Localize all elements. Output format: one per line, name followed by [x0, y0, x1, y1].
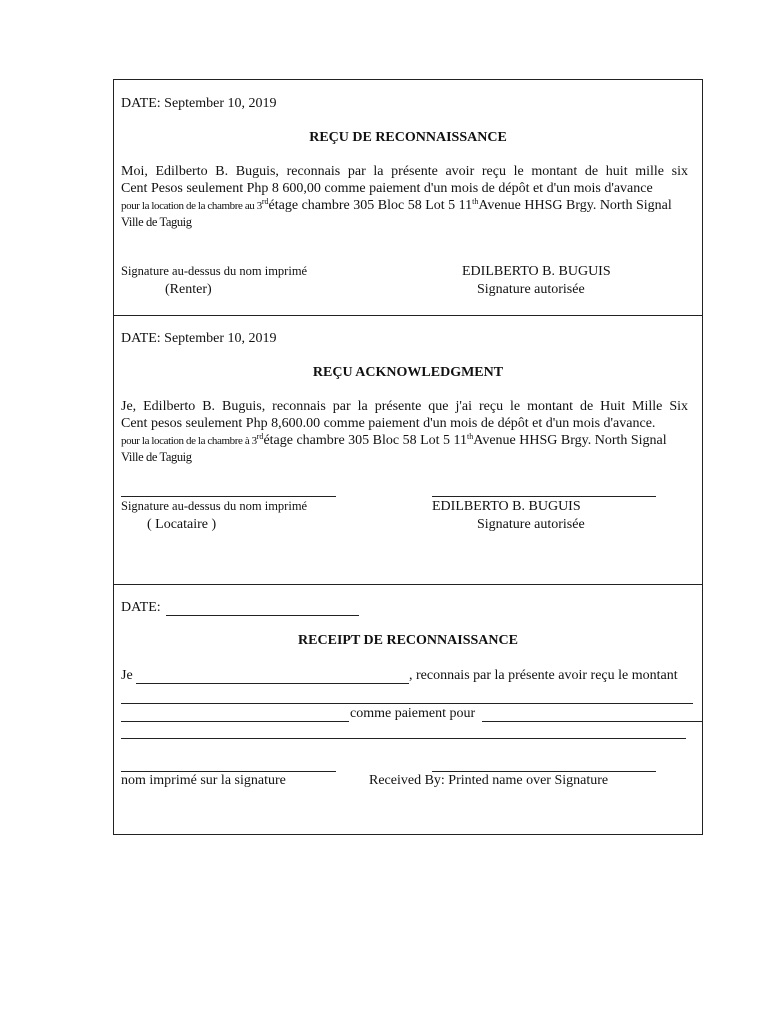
signature-left-role: (Renter)	[165, 282, 212, 297]
text-je: Je	[121, 668, 133, 683]
location-city: Ville de Taguig	[121, 450, 192, 464]
location-line	[121, 433, 667, 449]
receipt-title: REÇU ACKNOWLEDGMENT	[312, 365, 504, 380]
location-superscript-rd: rd	[256, 432, 264, 441]
receipt-body-line-1: Moi, Edilberto B. Buguis, reconnais par la présente avoir reçu le montant de huit mille six	[121, 164, 688, 179]
date-blank-line	[166, 615, 359, 616]
location-prefix: pour la location de la chambre au 3	[121, 200, 262, 212]
text-payment-for: comme paiement pour	[350, 706, 476, 721]
signature-left-label: Signature au-dessus du nom imprimé	[121, 264, 308, 278]
receipt-body-line-2: Cent Pesos seulement Php 8 600,00 comme paiement d'un mois de dépôt et d'un mois d'avance	[121, 181, 653, 196]
location-end: Avenue HHSG Brgy. North Signal	[473, 433, 667, 448]
signature-right-name: EDILBERTO B. BUGUIS	[432, 499, 581, 514]
receipt-title: REÇU DE RECONNAISSANCE	[309, 130, 507, 145]
receipt-body-line-1: Je, Edilberto B. Buguis, reconnais par la présente que j'ai reçu le montant de Huit Mille Six	[121, 399, 688, 414]
signature-left-role: ( Locataire )	[147, 517, 217, 532]
amount-blank-line-2	[121, 721, 349, 722]
signature-line-left	[121, 771, 336, 772]
signature-line-left	[121, 496, 336, 497]
signature-left-label: Signature au-dessus du nom imprimé	[121, 499, 308, 513]
location-superscript-rd: rd	[261, 197, 269, 206]
location-city: Ville de Taguig	[121, 215, 192, 229]
location-prefix: pour la location de la chambre à 3	[121, 435, 257, 447]
signature-right-name: EDILBERTO B. BUGUIS	[462, 264, 611, 279]
text-acknowledge: , reconnais par la présente avoir reçu le montant	[409, 668, 678, 683]
receipt-date: DATE: September 10, 2019	[121, 96, 277, 111]
receipt-section-3	[114, 584, 702, 835]
receipt-body-line-2: Cent pesos seulement Php 8,600.00 comme paiement d'un mois de dépôt et d'un mois d'avance.	[121, 416, 656, 431]
purpose-blank-line-2	[121, 738, 686, 739]
location-middle: étage chambre 305 Bloc 58 Lot 5 11	[268, 198, 473, 213]
signature-right-label: Signature autorisée	[477, 282, 585, 297]
location-end: Avenue HHSG Brgy. North Signal	[478, 198, 672, 213]
receipt-document	[113, 79, 703, 835]
receipt-title: RECEIPT DE RECONNAISSANCE	[298, 633, 518, 648]
signature-line-right	[432, 771, 656, 772]
receipt-section-1	[114, 80, 702, 316]
location-superscript-th: th	[467, 432, 474, 441]
purpose-blank-line	[482, 721, 702, 722]
location-middle: étage chambre 305 Bloc 58 Lot 5 11	[263, 433, 468, 448]
signature-left-label: nom imprimé sur la signature	[121, 773, 286, 788]
receipt-date: DATE: September 10, 2019	[121, 331, 277, 346]
signature-right-label: Signature autorisée	[477, 517, 585, 532]
signature-right-label: Received By: Printed name over Signature	[369, 773, 609, 788]
receipt-date-label: DATE:	[121, 600, 161, 615]
location-superscript-th: th	[472, 197, 479, 206]
receipt-section-2	[114, 315, 702, 585]
signature-line-right	[432, 496, 656, 497]
amount-blank-line	[121, 703, 693, 704]
location-line	[121, 198, 672, 214]
name-blank-line	[136, 683, 409, 684]
